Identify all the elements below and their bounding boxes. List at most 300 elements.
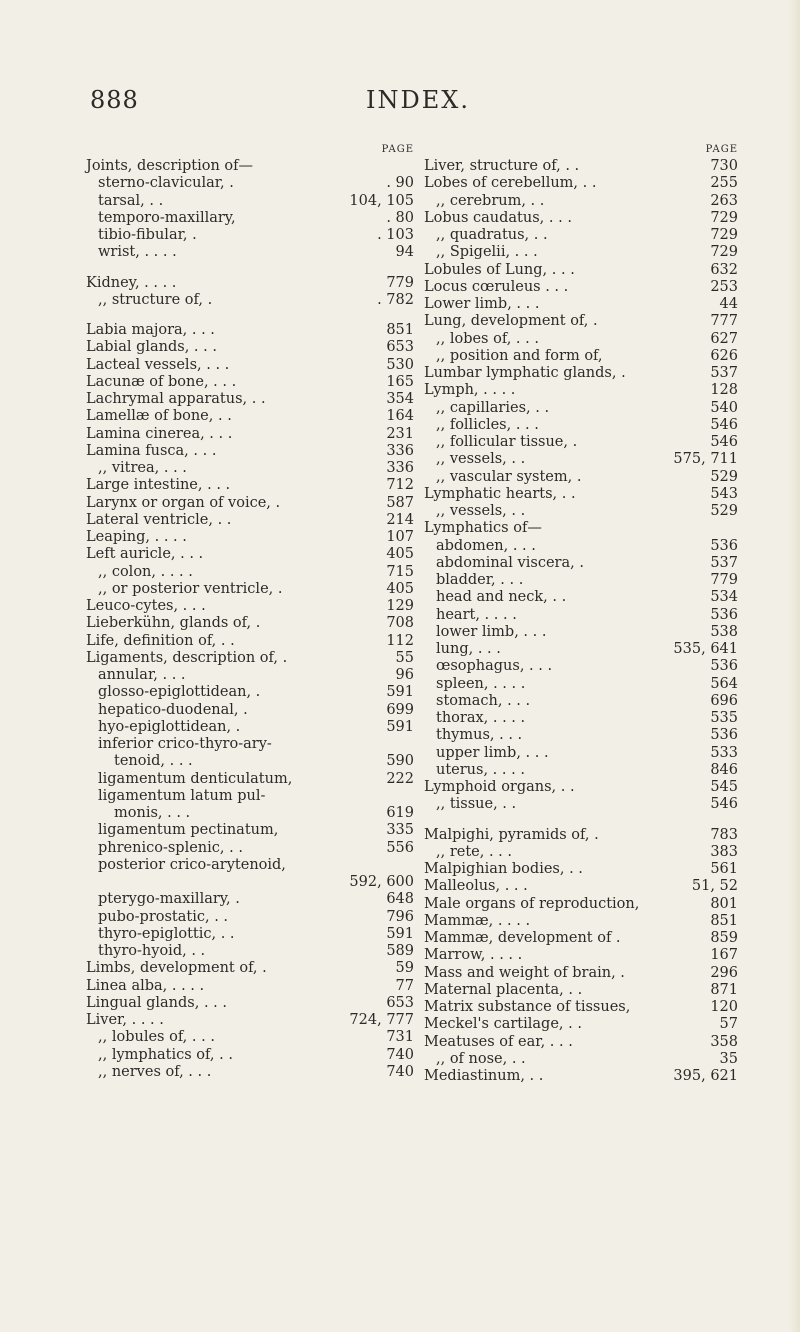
entry-term: Larynx or organ of voice, . [86,494,281,511]
entry-page: 729 [710,227,738,243]
entry-page: 591 [386,718,414,735]
entry-term: Lamina fusca, . . . [86,442,217,459]
index-entry [86,840,414,857]
entry-page: 537 [710,554,738,571]
index-entry [86,546,414,563]
index-entry [424,693,738,710]
entry-page: 779 [710,572,738,588]
index-entry [424,965,738,982]
entry-term: ,, lobes of, . . . [436,330,539,347]
entry-term: ,, lobules of, . . . [98,1029,215,1046]
entry-term: Malleolus, . . . [424,878,528,895]
entry-term: ,, nerves of, . . . [98,1063,212,1080]
entry-term: ,, vessels, . . [436,451,526,468]
entry-term: Marrow, . . . . [424,947,523,964]
index-entry [424,382,738,399]
entry-term: ,, Spigelii, . . . [436,244,538,261]
entry-term: thorax, . . . . [436,710,526,726]
index-entry [86,460,414,477]
index-entry [424,348,738,365]
index-entry [424,814,738,827]
entry-page: 253 [710,278,738,295]
entry-page: 730 [710,158,738,174]
index-entry [86,292,414,309]
index-entry [86,495,414,512]
index-entry [86,391,414,408]
index-entry [86,1012,414,1029]
index-entry [86,822,414,839]
entry-page: 535 [710,710,738,726]
entry-page: 383 [710,843,738,860]
entry-term: Life, definition of, . . [86,632,235,649]
entry-page: 729 [710,209,738,226]
entry-term: Lachrymal apparatus, . . [86,391,266,407]
entry-term: hyo-epiglottidean, . [98,718,241,735]
entry-page: 164 [386,408,414,425]
entry-term: Large intestine, . . . [86,477,231,494]
entry-page: 336 [386,442,414,459]
entry-page: 731 [386,1029,414,1046]
page-title: INDEX. [366,86,470,114]
entry-term: Leuco-cytes, . . . [86,598,206,614]
entry-term: sterno-clavicular, . [98,175,234,192]
entry-page: 107 [386,529,414,545]
entry-term: Lower limb, . . . [424,296,540,312]
index-entry [424,658,738,675]
entry-page: 104, 105 [349,192,414,209]
entry-page: 561 [710,861,738,877]
index-entry [86,175,414,192]
entry-term: Lymphatic hearts, . . [424,485,576,502]
entry-page: 729 [710,244,738,261]
entry-term: Liver, structure of, . . [424,158,580,174]
entry-term: hepatico-duodenal, . [98,701,248,718]
entry-page: 545 [710,779,738,795]
entry-page: 336 [386,460,414,476]
entry-page: 540 [710,399,738,416]
entry-term: Leaping, . . . . [86,529,187,545]
entry-page: 801 [710,895,738,912]
index-entry [86,771,414,788]
entry-term: Lobes of cerebellum, . . [424,175,597,192]
index-entry [424,745,738,762]
index-entry [424,331,738,348]
index-entry [424,520,738,537]
entry-term: upper limb, . . . [436,744,549,761]
page-edge [788,0,800,1332]
entry-page: 715 [386,563,414,580]
index-entry [86,805,414,822]
page-column-label: PAGE [381,144,414,155]
entry-page: 619 [386,805,414,821]
entry-term: Lacteal vessels, . . . [86,356,230,373]
index-entry [424,1034,738,1051]
entry-page: 533 [710,744,738,761]
index-entry [86,408,414,425]
index-entry [86,357,414,374]
entry-term: ,, vessels, . . [436,503,526,519]
index-entry [86,909,414,926]
index-entry [86,374,414,391]
entry-term: temporo-maxillary, [98,209,236,226]
entry-page: 120 [710,999,738,1015]
entry-page: 632 [710,261,738,278]
entry-term: ,, colon, . . . . [98,563,193,580]
entry-page: 653 [386,994,414,1011]
entry-term: glosso-epiglottidean, . [98,684,261,701]
index-entry [86,995,414,1012]
index-entry [424,296,738,313]
entry-page: 536 [710,658,738,675]
entry-page: 546 [710,796,738,813]
entry-page: 296 [710,964,738,981]
entry-term: Lymphatics of— [424,520,542,537]
entry-page: 395, 621 [673,1068,738,1084]
index-entry [86,426,414,443]
entry-page: 128 [710,382,738,399]
entry-page: 255 [710,175,738,192]
entry-term: Joints, description of— [86,158,254,174]
entry-page: 626 [710,347,738,364]
entry-page: 846 [710,761,738,778]
index-entry [424,469,738,486]
entry-term: Lieberkühn, glands of, . [86,615,261,632]
entry-term: ,, tissue, . . [436,796,517,813]
entry-term: Lymphoid organs, . . [424,779,575,795]
entry-term: Lung, development of, . [424,313,598,330]
index-entry [424,417,738,434]
entry-page: 783 [710,826,738,843]
entry-term: Lateral ventricle, . . [86,511,232,528]
entry-page: 358 [710,1033,738,1050]
entry-term: Mass and weight of brain, . [424,964,625,981]
index-entry [424,896,738,913]
entry-page: 851 [386,322,414,338]
index-entry [86,960,414,977]
entry-page: 859 [710,930,738,946]
index-entry [424,313,738,330]
entry-term: monis, . . . [114,805,191,821]
entry-term: Malpighi, pyramids of, . [424,826,599,843]
entry-term: Lymph, . . . . [424,382,516,399]
entry-term: Lacunæ of bone, . . . [86,373,237,390]
index-entry [86,736,414,753]
entry-term: ,, capillaries, . . [436,399,550,416]
entry-page: 57 [719,1016,738,1033]
index-entry [86,512,414,529]
entry-page: 167 [710,947,738,964]
entry-term: bladder, . . . [436,572,524,588]
entry-term: ,, follicular tissue, . [436,434,578,450]
entry-page: 575, 711 [673,451,738,468]
index-entry [424,861,738,878]
entry-term: Mediastinum, . . [424,1068,544,1084]
entry-term: ,, follicles, . . . [436,416,539,433]
entry-term: œsophagus, . . . [436,658,553,675]
entry-page: 77 [395,977,414,994]
entry-term: tenoid, . . . [114,753,193,770]
entry-page: . 90 [386,175,414,192]
entry-page: 59 [395,960,414,977]
entry-page: 779 [386,274,414,291]
index-entry [424,503,738,520]
entry-term: wrist, . . . . [98,244,177,261]
left-entries [86,158,414,1081]
entry-term: Lamellæ of bone, . . [86,408,232,425]
index-entry [86,788,414,805]
entry-term: head and neck, . . [436,589,567,606]
index-entry [424,262,738,279]
index-entry [424,762,738,779]
index-entry [424,210,738,227]
index-entry [424,641,738,658]
entry-page: 699 [386,701,414,718]
index-entry [86,581,414,598]
index-entry [424,727,738,744]
index-entry [86,598,414,615]
entry-page: 529 [710,468,738,485]
index-entry [86,667,414,684]
index-entry [424,827,738,844]
entry-term: pterygo-maxillary, . [98,891,240,908]
index-entry [86,210,414,227]
entry-page: 587 [386,494,414,511]
index-entry [86,275,414,292]
index-entry [424,947,738,964]
entry-term: Meatuses of ear, . . . [424,1033,573,1050]
index-entry [424,844,738,861]
entry-term: stomach, . . . [436,692,531,709]
entry-term: Linea alba, . . . . [86,977,205,994]
entry-page: 35 [719,1050,738,1067]
entry-page: 222 [386,770,414,787]
index-entry [424,486,738,503]
entry-page: 112 [386,632,414,649]
index-entry [86,309,414,322]
entry-term: Labia majora, . . . [86,322,215,338]
entry-term: lower limb, . . . [436,623,547,640]
page-column-label: PAGE [705,144,738,155]
index-entry [86,702,414,719]
entry-term: Labial glands, . . . [86,339,217,356]
entry-term: thyro-hyoid, . . [98,943,206,959]
entry-page: 405 [386,546,414,563]
entry-page: 591 [386,684,414,701]
entry-page: 538 [710,623,738,640]
entry-page: 231 [386,425,414,442]
entry-term: Liver, . . . . [86,1012,164,1028]
entry-page: 708 [386,615,414,632]
index-entry [86,684,414,701]
index-entry [424,451,738,468]
entry-term: phrenico-splenic, . . [98,839,243,856]
index-entry [86,978,414,995]
index-entry [86,1064,414,1081]
entry-page: 96 [395,667,414,683]
index-entry [86,719,414,736]
index-entry [424,538,738,555]
entry-term: ,, quadratus, . . [436,227,548,243]
entry-term: pubo-prostatic, . . [98,908,229,925]
index-entry [424,555,738,572]
index-entry [424,1051,738,1068]
entry-page: 263 [710,192,738,209]
index-entry [86,193,414,210]
index-entry [86,443,414,460]
index-entry [86,650,414,667]
entry-term: Matrix substance of tissues, [424,999,631,1015]
entry-page: 653 [386,339,414,356]
entry-page: 712 [386,477,414,494]
entry-term: heart, . . . . [436,606,517,623]
entry-page: 590 [386,753,414,770]
index-entry [424,400,738,417]
entry-term: Left auricle, . . . [86,546,204,563]
entry-term: annular, . . . [98,667,186,683]
entry-page: 796 [386,908,414,925]
entry-term: ,, vitrea, . . . [98,460,187,476]
entry-term: Ligaments, description of, . [86,649,288,666]
entry-page: 871 [710,981,738,998]
entry-page: 51, 52 [691,878,738,895]
entry-term: ,, rete, . . . [436,843,513,860]
entry-page: . 782 [377,291,414,308]
index-entry [424,999,738,1016]
index-entry [86,943,414,960]
entry-term: ,, cerebrum, . . [436,192,545,209]
entry-term: ,, vascular system, . [436,468,582,485]
entry-page: 129 [386,598,414,614]
entry-page: 696 [710,692,738,709]
entry-term: Malpighian bodies, . . [424,861,583,877]
entry-page: 536 [710,606,738,623]
index-entry [86,857,414,874]
entry-page: 777 [710,313,738,330]
entry-term: lung, . . . [436,641,501,657]
entry-page: 556 [386,839,414,856]
entry-page: 740 [386,1046,414,1063]
index-entry [424,913,738,930]
index-entry [424,279,738,296]
entry-page: 591 [386,925,414,942]
entry-page: 529 [710,503,738,519]
entry-page: 536 [710,727,738,744]
entry-page: 94 [395,244,414,261]
index-entry [424,676,738,693]
entry-term: ,, lymphatics of, . . [98,1046,233,1063]
index-entry [424,193,738,210]
entry-page: . 103 [377,227,414,243]
index-entry [86,322,414,339]
entry-term: Maternal placenta, . . [424,981,583,998]
entry-term: ligamentum latum pul- [98,787,266,804]
index-entry [424,589,738,606]
entry-term: tarsal, . . [98,192,164,209]
index-entry [424,365,738,382]
entry-page: 724, 777 [349,1012,414,1028]
entry-term: thyro-epiglottic, . . [98,925,235,942]
entry-term: abdomen, . . . [436,537,536,554]
index-entry [86,262,414,275]
entry-term: Lingual glands, . . . [86,994,228,1011]
index-entry [86,158,414,175]
index-entry [424,227,738,244]
index-entry [424,878,738,895]
index-entry [424,158,738,175]
entry-term: Limbs, development of, . [86,960,267,977]
index-entry [86,339,414,356]
entry-term: posterior crico-arytenoid, [98,856,286,873]
entry-term: ,, structure of, . [98,291,213,308]
entry-term: ligamentum pectinatum, [98,822,279,839]
index-column-right [424,144,738,1085]
entry-page: 535, 641 [673,641,738,657]
entry-page: 627 [710,330,738,347]
entry-term: Male organs of reproduction, [424,895,640,912]
index-entry [424,779,738,796]
entry-page: 530 [386,356,414,373]
index-entry [424,796,738,813]
entry-term: uterus, . . . . [436,761,525,778]
entry-page: 534 [710,589,738,606]
entry-term: Locus cœruleus . . . [424,278,569,295]
entry-page: 546 [710,416,738,433]
entry-page: 740 [386,1063,414,1080]
index-entry [86,477,414,494]
index-entry [86,529,414,546]
index-entry [86,227,414,244]
index-entry [424,930,738,947]
index-entry [424,607,738,624]
entry-page: 55 [395,649,414,666]
entry-term: ligamentum denticulatum, [98,770,293,787]
index-entry [424,1016,738,1033]
index-entry [424,572,738,589]
index-entry [86,633,414,650]
index-entry [424,1068,738,1085]
index-entry [86,926,414,943]
entry-term: Lamina cinerea, . . . [86,425,233,442]
entry-page: 536 [710,537,738,554]
right-entries [424,158,738,1085]
index-column-left [86,144,414,1081]
entry-page: 546 [710,434,738,450]
index-entry [86,244,414,261]
entry-page: 564 [710,675,738,692]
entry-term: spleen, . . . . [436,675,526,692]
index-entry [424,710,738,727]
entry-page: 335 [386,822,414,839]
entry-term: tibio-fibular, . [98,227,197,243]
entry-term: thymus, . . . [436,727,523,744]
entry-term: ,, or posterior ventricle, . [98,580,283,597]
index-entry [424,244,738,261]
entry-page: 543 [710,485,738,502]
index-entry [86,1029,414,1046]
entry-page: 648 [386,891,414,908]
entry-term: Kidney, . . . . [86,274,177,291]
entry-term: Mammæ, . . . . [424,912,531,929]
page-header [0,86,800,118]
index-entry [86,1047,414,1064]
entry-page: 165 [386,373,414,390]
entry-term: Lumbar lymphatic glands, . [424,365,626,381]
entry-page: 405 [386,580,414,597]
entry-term: abdominal viscera, . [436,554,584,571]
entry-term: inferior crico-thyro-ary- [98,736,272,752]
index-entry [424,175,738,192]
index-entry [86,615,414,632]
